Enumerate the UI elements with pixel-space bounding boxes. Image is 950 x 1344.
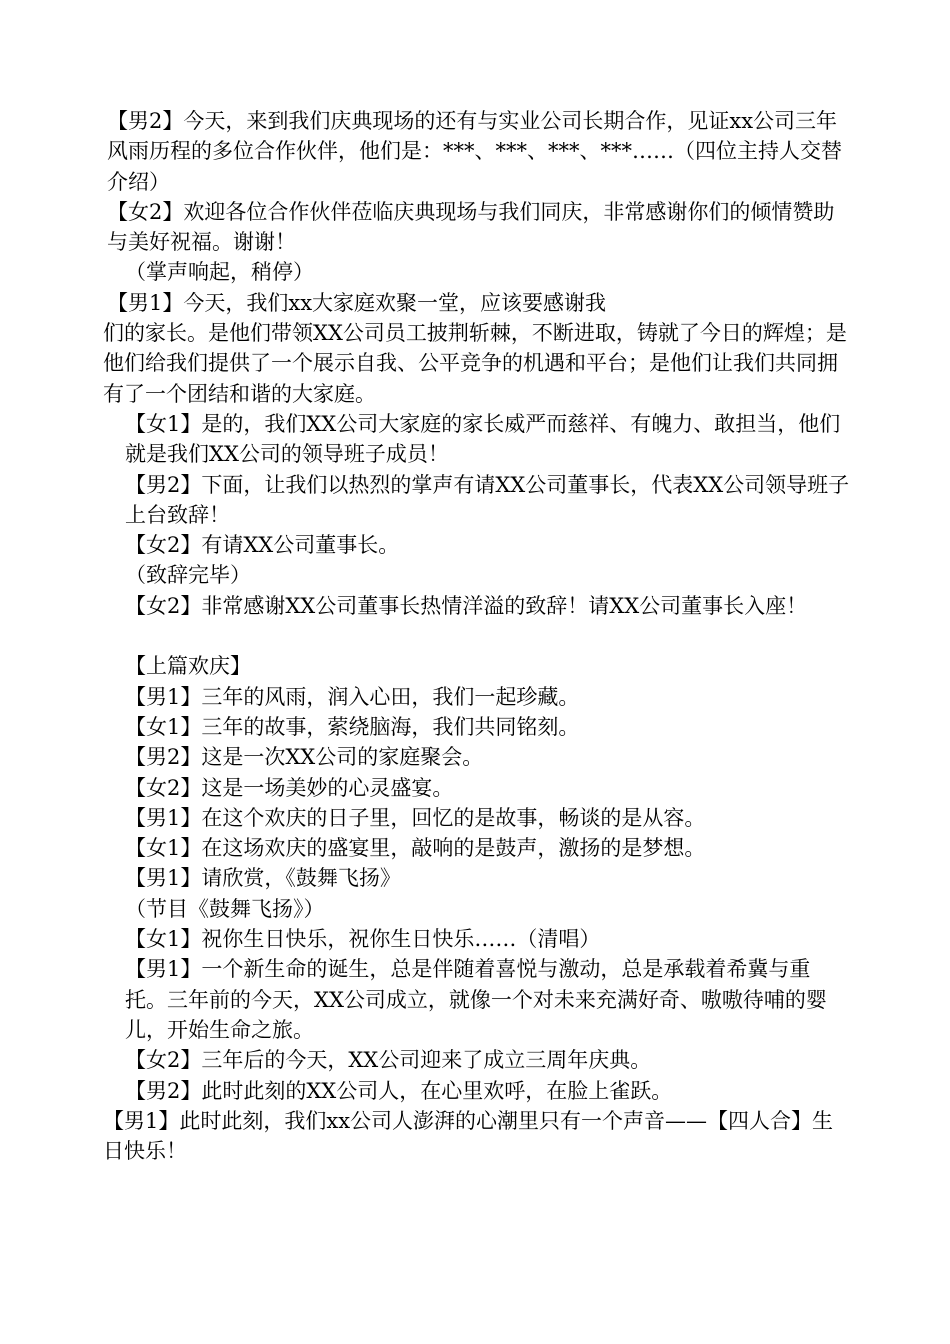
paragraph: 【男1】在这个欢庆的日子里，回忆的是故事，畅谈的是从容。 [125, 805, 706, 830]
paragraph: 【女2】欢迎各位合作伙伴莅临庆典现场与我们同庆，非常感谢你们的倾情赞助与美好祝福。谢谢！ [107, 199, 835, 255]
paragraph: 【男2】下面，让我们以热烈的掌声有请XX公司董事长，代表XX公司领导班子上台致辞！ [125, 472, 850, 527]
paragraph: 【女2】非常感谢XX公司董事长热情洋溢的致辞！请XX公司董事长入座！ [125, 593, 808, 618]
paragraph: 【女1】三年的故事，萦绕脑海，我们共同铭刻。 [125, 714, 580, 739]
stage-direction: （节目《鼓舞飞扬》） [125, 896, 325, 921]
paragraph: 【男1】请欣赏，《鼓舞飞扬》 [125, 866, 401, 891]
paragraph: 【男1】一个新生命的诞生，总是伴随着喜悦与激动，总是承载着希冀与重托。三年前的今天，XX公司成立，就像一个对未来充满好奇、嗷嗷待哺的婴儿，开始生命之旅。 [125, 957, 827, 1042]
paragraph: 【女2】这是一场美妙的心灵盛宴。 [125, 775, 454, 800]
section-heading: 【上篇欢庆】 [125, 654, 251, 679]
paragraph: 【男1】此时此刻，我们xx公司人澎湃的心潮里只有一个声音——【四人合】生日快乐！ [103, 1108, 834, 1164]
blank-line [103, 621, 851, 651]
paragraph: 【女1】祝你生日快乐，祝你生日快乐……（清唱） [125, 927, 601, 952]
paragraph: 们的家长。是他们带领XX公司员工披荆斩棘，不断进取，铸就了今日的辉煌；是他们给我们提供了一个展示自我、公平竞争的机遇和平台；是他们让我们共同拥有了一个团结和谐的大家庭。 [103, 321, 847, 406]
stage-direction: （掌声响起，稍停） [125, 260, 314, 285]
paragraph: 【男2】今天，来到我们庆典现场的还有与实业公司长期合作，见证xx公司三年风雨历程的多位合作伙伴，他们是：***、***、***、***……（四位主持人交替介绍） [107, 109, 842, 194]
document-body [103, 106, 851, 1166]
paragraph: 【女1】在这场欢庆的盛宴里，敲响的是鼓声，激扬的是梦想。 [125, 836, 706, 861]
paragraph: 【女2】三年后的今天，XX公司迎来了成立三周年庆典。 [125, 1048, 652, 1073]
paragraph: 【男1】三年的风雨，润入心田，我们一起珍藏。 [125, 684, 580, 709]
stage-direction: （致辞完毕） [125, 563, 251, 588]
paragraph: 【女1】是的，我们XX公司大家庭的家长威严而慈祥、有魄力、敢担当，他们就是我们XX公司的领导班子成员！ [125, 411, 841, 467]
paragraph: 【男2】此时此刻的XX公司人，在心里欢呼，在脸上雀跃。 [125, 1078, 673, 1103]
paragraph: 【男2】这是一次XX公司的家庭聚会。 [125, 745, 484, 770]
paragraph: 【男1】今天，我们xx大家庭欢聚一堂，应该要感谢我 [107, 290, 607, 315]
paragraph: 【女2】有请XX公司董事长。 [125, 533, 400, 558]
